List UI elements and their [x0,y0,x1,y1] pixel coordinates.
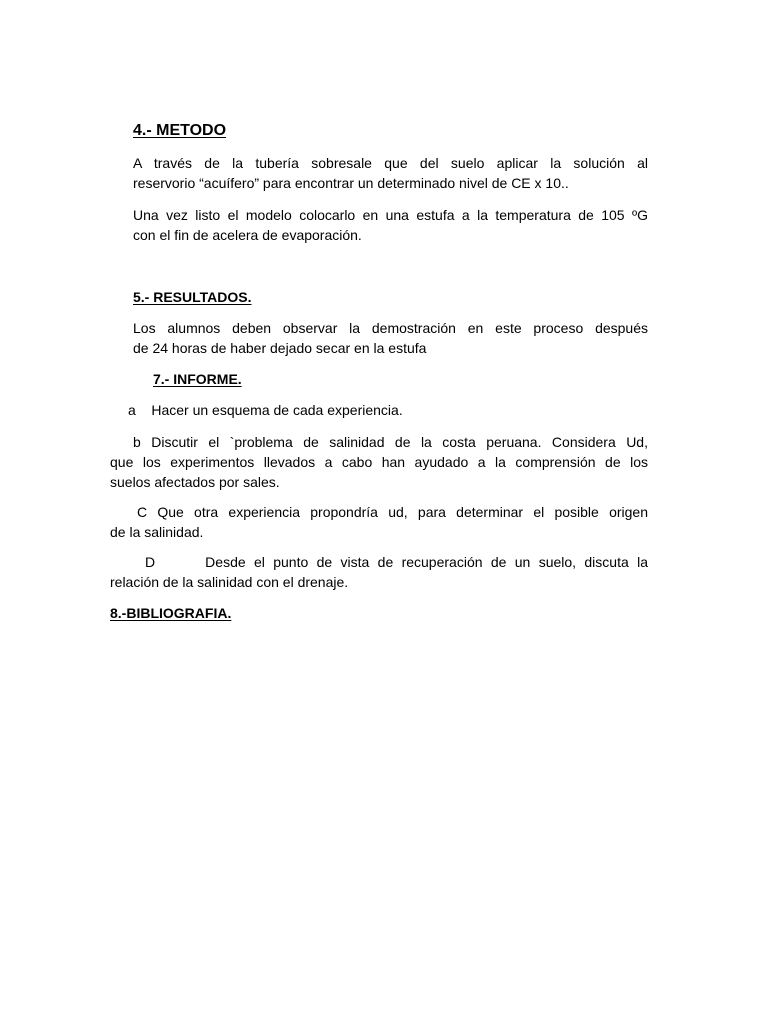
text-line: suelos afectados por sales. [110,474,280,490]
text-line: Una vez listo el modelo colocarlo en una estufa a la temperatura de 105 ºG [133,207,648,223]
section-heading-metodo: 4.- METODO [133,122,227,139]
section-heading-informe: 7.- INFORME. [153,371,242,387]
informe-item-b [110,432,648,492]
metodo-paragraph-1 [133,153,648,193]
text-line: C Que otra experiencia propondría ud, para determinar el posible origen [137,504,648,520]
section-heading-bibliografia: 8.-BIBLIOGRAFIA. [110,605,232,621]
text-line: de la salinidad. [110,524,204,540]
informe-item-a: a Hacer un esquema de cada experiencia. [128,402,403,418]
text-line: relación de la salinidad con el drenaje. [110,574,349,590]
resultados-paragraph [133,318,648,358]
section-heading-resultados: 5.- RESULTADOS. [133,289,252,305]
text-line: Los alumnos deben observar la demostración en este proceso después [133,320,648,336]
text-line: reservorio “acuífero” para encontrar un determinado nivel de CE x 10.. [133,175,569,191]
metodo-paragraph-2 [133,205,648,245]
text-line: D Desde el punto de vista de recuperación de un suelo, discuta la [145,554,648,570]
text-line: b Discutir el `problema de salinidad de la costa peruana. Considera Ud, [133,434,648,450]
text-line: que los experimentos llevados a cabo han ayudado a la comprensión de los [110,454,648,470]
informe-item-d [110,552,648,592]
informe-item-c [110,502,648,542]
text-line: A través de la tubería sobresale que del suelo aplicar la solución al [133,155,648,171]
text-line: con el fin de acelera de evaporación. [133,227,362,243]
text-line: de 24 horas de haber dejado secar en la estufa [133,340,427,356]
